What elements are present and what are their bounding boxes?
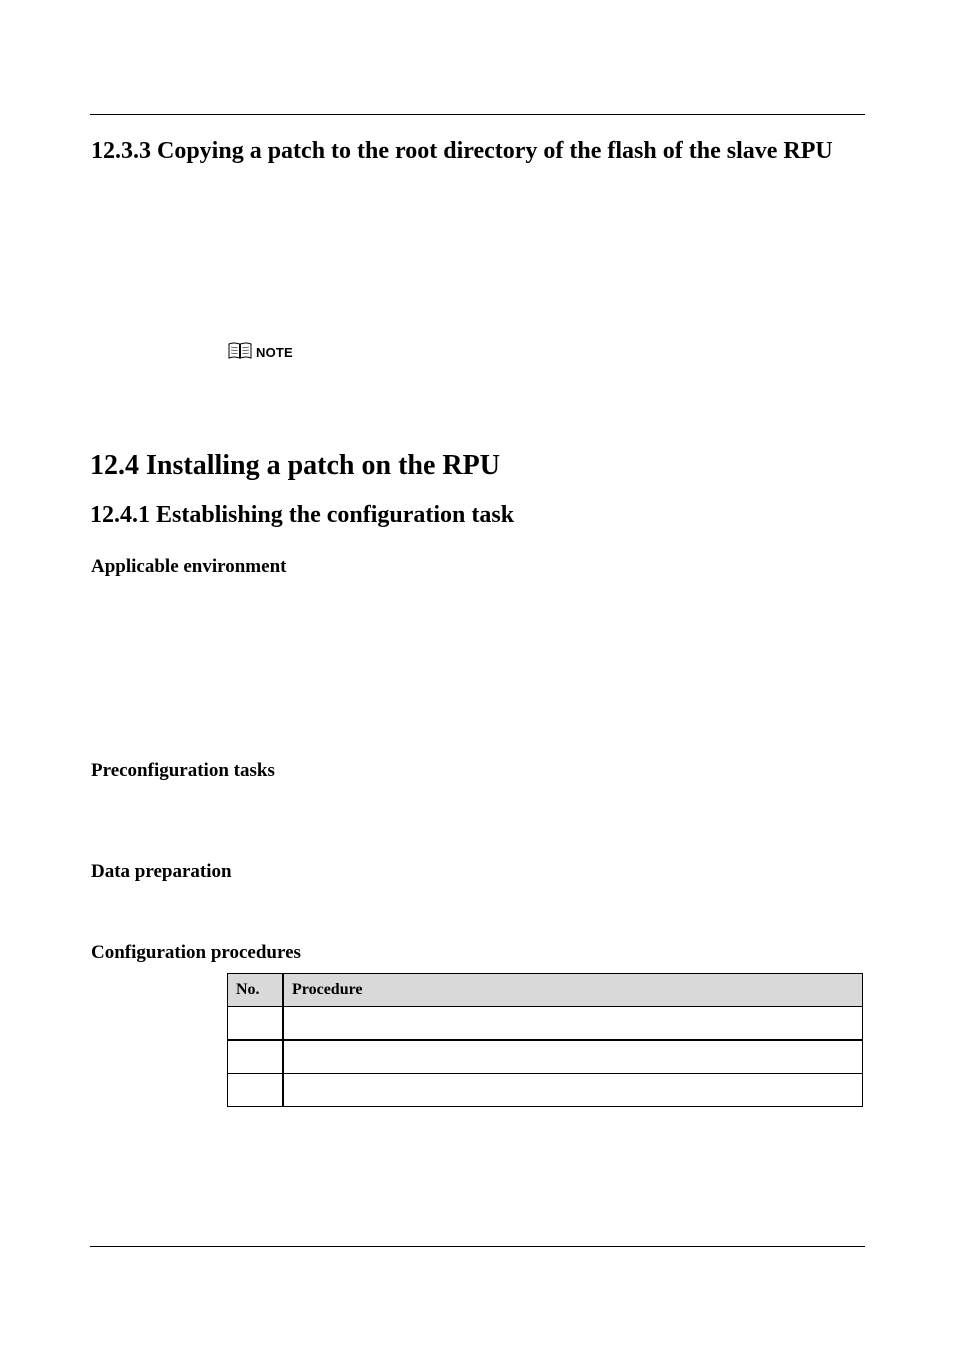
header-rule [90, 114, 865, 115]
table-row [228, 1074, 863, 1107]
procedure-table [227, 973, 863, 1107]
table-row [228, 1040, 863, 1074]
table-cell-procedure [283, 1040, 863, 1074]
column-header-no: No. [228, 974, 284, 1007]
table-cell-procedure [283, 1007, 863, 1041]
table-cell-no [228, 1074, 284, 1107]
section-heading-12-4: 12.4 Installing a patch on the RPU [90, 450, 500, 481]
section-heading-12-3-3: 12.3.3 Copying a patch to the root directory of the flash of the slave RPU [91, 138, 833, 164]
footer-rule [90, 1246, 865, 1247]
heading-applicable-environment: Applicable environment [91, 556, 287, 577]
note-label: NOTE [256, 345, 293, 360]
table-cell-procedure [283, 1074, 863, 1107]
book-icon [228, 341, 252, 360]
note-callout [228, 341, 293, 360]
table-row [228, 1007, 863, 1041]
column-header-procedure: Procedure [283, 974, 863, 1007]
heading-data-preparation: Data preparation [91, 861, 232, 882]
table-cell-no [228, 1040, 284, 1074]
table-header-row [228, 974, 863, 1007]
heading-configuration-procedures: Configuration procedures [91, 942, 301, 963]
heading-preconfiguration-tasks: Preconfiguration tasks [91, 760, 275, 781]
section-heading-12-4-1: 12.4.1 Establishing the configuration task [90, 502, 515, 528]
table-cell-no [228, 1007, 284, 1041]
